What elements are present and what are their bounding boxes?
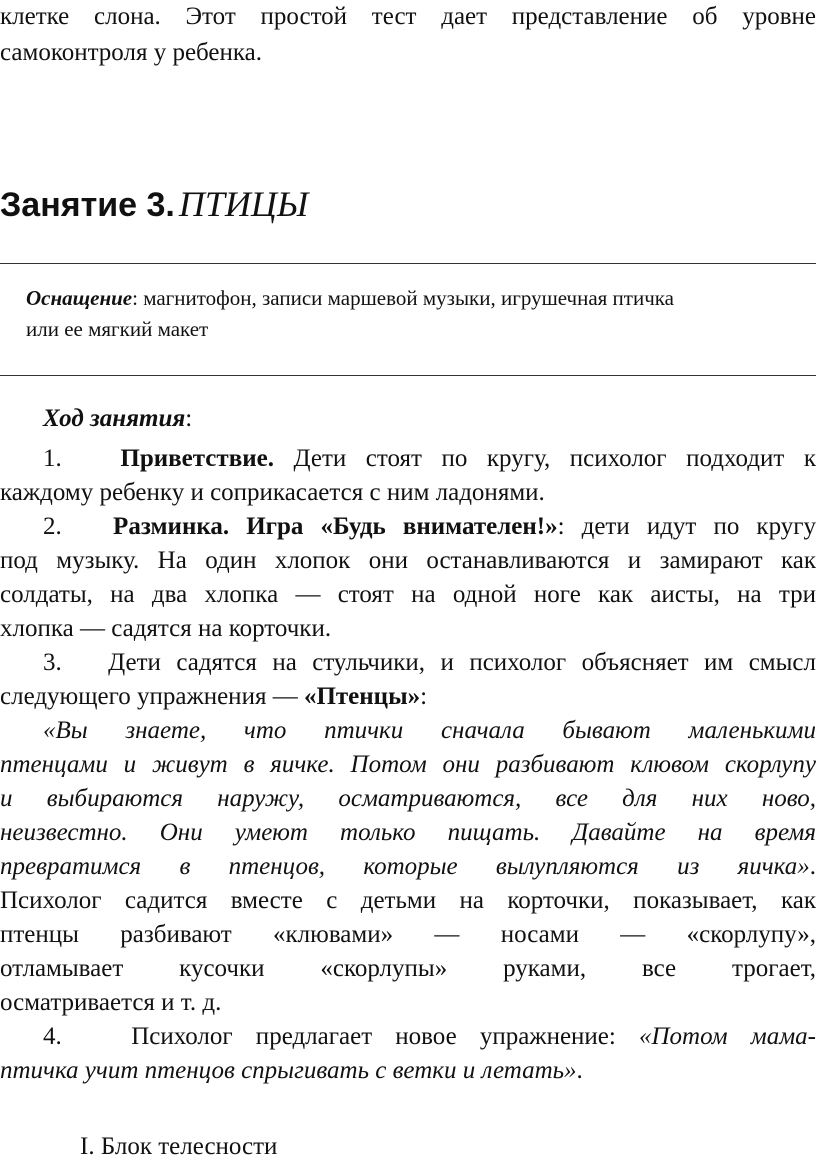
intro-line-2: самоконтроля у ребенка.: [0, 39, 263, 66]
lesson-title: ПТИЦЫ: [178, 184, 309, 224]
step-2-line-4: хлопка — садятся на корточки.: [0, 615, 332, 642]
step-2-line-3: солдаты, на два хлопка — стоят на одной ноге как аисты, на три: [0, 581, 816, 608]
quote-text-5: превратимся в птенцов, которые вылупляются из яичка»: [0, 853, 810, 880]
quote-line-1: [43, 716, 816, 746]
quote-text-4: неизвестно. Они умеют только пищать. Давайте на время: [0, 819, 816, 846]
step-3-para-line-1: Психолог садится вместе с детьми на корточки, показывает, как: [0, 887, 816, 914]
step-3-number: 3.: [43, 649, 62, 676]
step-3-text: Дети садятся на стульчики, и психолог объясняет им смысл: [108, 649, 816, 676]
step-4-number: 4.: [43, 1023, 62, 1050]
equipment-line-2: или ее мягкий макет: [26, 317, 209, 341]
step-4-line-1: [43, 1022, 816, 1052]
equipment-line-1: [26, 283, 674, 313]
equipment-text-1: : магнитофон, записи маршевой музыки, игрушечная птичка: [132, 286, 674, 310]
step-3-line-1: [43, 648, 816, 678]
quote-line-5: [0, 852, 816, 882]
step-1-text: Дети стоят по кругу, психолог подходит к: [273, 445, 816, 472]
step-1-number: 1.: [43, 445, 62, 472]
lesson-heading: [0, 183, 308, 225]
block-heading: I. Блок телесности: [80, 1133, 278, 1160]
step-3-colon: :: [420, 683, 428, 710]
step-4-line-2: [0, 1056, 583, 1086]
step-3-para-line-3: отламывает кусочки «скорлупы» руками, все трогает,: [0, 955, 816, 982]
step-2-number: 2.: [43, 513, 62, 540]
quote-end-dot: .: [809, 853, 816, 880]
equipment-label: Оснащение: [26, 286, 133, 310]
step-2-text: : дети идут по кругу: [557, 513, 816, 540]
step-1-title: Приветствие.: [120, 445, 274, 472]
quote-text-3: и выбираются наружу, осматриваются, все для них ново,: [0, 785, 816, 812]
step-1-line-2: каждому ребенку и соприкасается с ним ладонями.: [0, 479, 545, 506]
step-3-para-line-4: осматривается и т. д.: [0, 989, 222, 1016]
step-2-line-2: под музыку. На один хлопок они останавливаются и замирают как: [0, 547, 816, 574]
step-4-quote-start: «Потом мама-: [639, 1023, 816, 1050]
divider-bottom: [0, 375, 816, 376]
course-colon: :: [185, 405, 193, 432]
step-3-lead: следующего упражнения —: [0, 683, 304, 710]
quote-text-1: «Вы знаете, что птички сначала бывают маленькими: [43, 717, 816, 744]
quote-text-2: птенцами и живут в яичке. Потом они разбивают клювом скорлупу: [0, 751, 816, 778]
step-4-end-dot: .: [576, 1057, 583, 1084]
step-3-para-line-2: птенцы разбивают «клювами» — носами — «скорлупу»,: [0, 921, 816, 948]
step-2-title: Разминка. Игра «Будь внимателен!»: [113, 513, 558, 540]
step-2-line-1: [43, 512, 816, 542]
quote-line-3: [0, 784, 816, 814]
divider-top: [0, 263, 816, 264]
lesson-number: Занятие 3.: [0, 186, 175, 224]
quote-line-4: [0, 818, 816, 848]
course-heading: [43, 404, 192, 434]
step-4-text: Психолог предлагает новое упражнение:: [131, 1023, 639, 1050]
course-label: Ход занятия: [43, 405, 186, 432]
step-3-line-2: [0, 682, 427, 712]
step-1-line-1: [43, 444, 816, 474]
intro-line-1: клетке слона. Этот простой тест дает представление об уровне: [0, 3, 816, 30]
quote-line-2: [0, 750, 816, 780]
step-3-exercise-title: «Птенцы»: [303, 683, 421, 710]
step-4-quote-end: птичка учит птенцов спрыгивать с ветки и летать»: [0, 1057, 577, 1084]
